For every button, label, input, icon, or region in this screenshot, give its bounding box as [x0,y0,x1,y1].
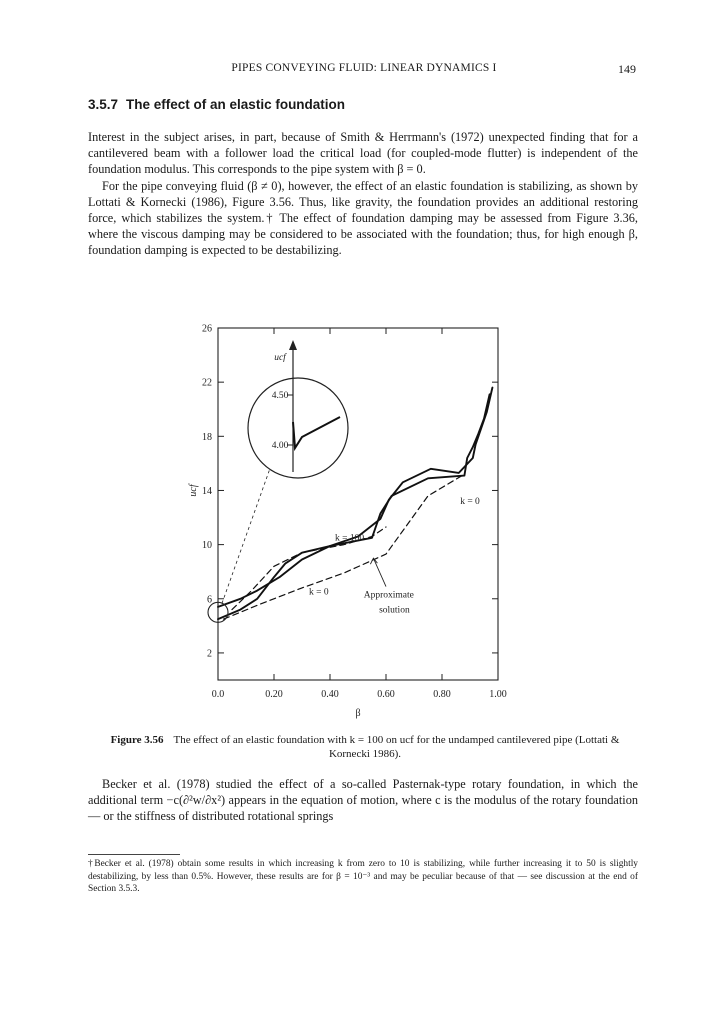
y-tick-label: 10 [202,540,212,552]
x-tick-label: 0.60 [377,689,395,700]
figure-caption-text: The effect of an elastic foundation with k = 100 on ucf for the undamped cantilevered pipe (Lottati & Kornecki 1986). [173,734,620,760]
y-tick-label: 26 [202,323,212,335]
y-tick-label: 14 [202,485,212,497]
y-axis-label: ucf [188,484,199,497]
chart [180,320,520,725]
inset-axis-label: ucf [274,353,286,363]
annotation-label: k = 0 [460,497,480,507]
body-text-top [88,129,638,259]
inset-axis-arrow [289,340,297,350]
footnote: †Becker et al. (1978) obtain some results in which increasing k from zero to 10 is stabilizing, while further increasing it to 50 is slightly destabilizing, by less than 0.5%. However, these results are for β = 10⁻³ and may be peculiar because of that — see discussion at the end of Section 3.5.3. [88,859,638,894]
paragraph: Becker et al. (1978) studied the effect of a so-called Pasternak-type rotary foundation, in which the additional term −c(∂²w/∂x²) appears in the equation of motion, where c is the modulus of the rotary foundation — or the stiffness of distributed rotational springs [88,777,638,824]
y-tick-label: 18 [202,431,212,443]
zoom-connector [222,460,273,603]
y-tick-label: 2 [207,648,212,660]
footnote-rule [88,854,180,855]
annotation-label: solution [379,605,410,616]
paragraph: For the pipe conveying fluid (β ≠ 0), however, the effect of an elastic foundation is stabilizing, as shown by Lottati & Kornecki (1986), Figure 3.56. Thus, like gravity, the foundation provides an additional restoring force, which stabilizes the system.† The effect of foundation damping may be assessed from Figure 3.36, where the viscous damping may be considered to be associated with the foundation; thus, for high enough β, foundation damping is expected to be destabilizing. [88,178,638,258]
running-head [86,62,642,82]
section-title: The effect of an elastic foundation [126,97,346,112]
annotation-label: k = 100 [335,533,365,544]
body-text-bottom [88,776,638,825]
inset-circle [248,378,348,478]
x-axis-label: β [355,708,361,719]
series-line [224,474,465,619]
x-tick-label: 1.00 [489,689,507,700]
paragraph: Interest in the subject arises, in part, because of Smith & Herrmann's (1972) unexpected finding that for a cantilevered beam with a follower load the critical load (for coupled-mode flutter) is independent of the foundation modulus. This corresponds to the pipe system with β = 0. [88,130,638,177]
page-number: 149 [618,62,636,76]
x-tick-label: 0.20 [265,689,283,700]
x-tick-label: 0.0 [211,689,225,700]
annotation-label: k = 0 [308,587,329,598]
figure-caption [92,733,638,761]
section-heading [88,97,345,112]
running-title: PIPES CONVEYING FLUID: LINEAR DYNAMICS I [231,62,497,74]
inset-tick-label: 4.00 [271,441,289,451]
section-number: 3.5.7 [88,97,119,112]
figure-3-56 [180,320,520,725]
plot-frame [218,328,498,680]
annotation-arrow [373,558,386,586]
figure-label: Figure 3.56 [110,734,164,746]
y-tick-label: 22 [202,377,212,389]
inset-tick-label: 4.50 [271,391,289,401]
x-tick-label: 0.40 [321,689,339,700]
x-tick-label: 0.80 [433,689,451,700]
annotation-label: Approximate [363,590,414,601]
y-tick-label: 6 [207,594,212,606]
